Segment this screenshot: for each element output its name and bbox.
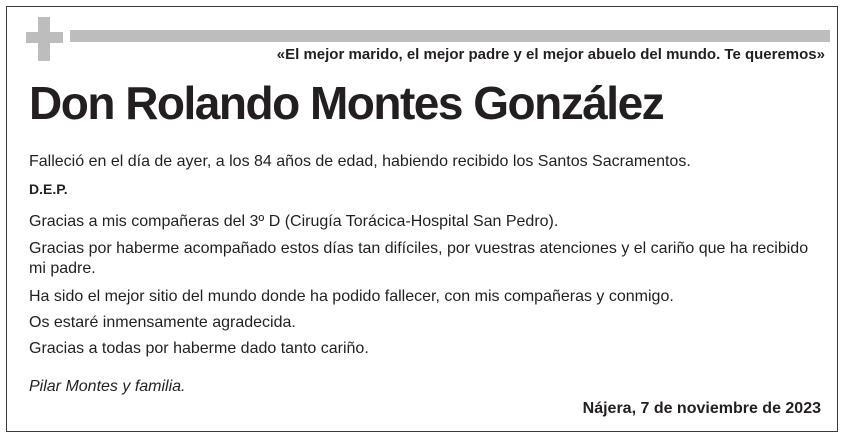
dep-label: D.E.P. xyxy=(29,181,68,197)
obituary-card xyxy=(6,6,838,432)
paragraph-4: Os estaré inmensamente agradecida. xyxy=(29,314,296,331)
header-bar xyxy=(70,30,830,42)
quote: «El mejor marido, el mejor padre y el mejor abuelo del mundo. Te queremos» xyxy=(276,46,825,63)
deceased-name: Don Rolando Montes González xyxy=(29,77,664,129)
paragraph-1: Gracias a mis compañeras del 3º D (Cirugía Torácica-Hospital San Pedro). xyxy=(29,213,559,230)
paragraph-2: Gracias por haberme acompañado estos días tan difíciles, por vuestras atenciones y el cariño que ha recibido mi padre. xyxy=(29,240,809,277)
cross-icon xyxy=(26,17,63,61)
death-notice: Falleció en el día de ayer, a los 84 años de edad, habiendo recibido los Santos Sacramentos. xyxy=(29,153,691,170)
signature: Pilar Montes y familia. xyxy=(29,378,186,395)
place-date: Nájera, 7 de noviembre de 2023 xyxy=(582,400,821,417)
paragraph-3: Ha sido el mejor sitio del mundo donde ha podido fallecer, con mis compañeras y conmigo. xyxy=(29,288,674,305)
paragraph-5: Gracias a todas por haberme dado tanto cariño. xyxy=(29,340,369,357)
